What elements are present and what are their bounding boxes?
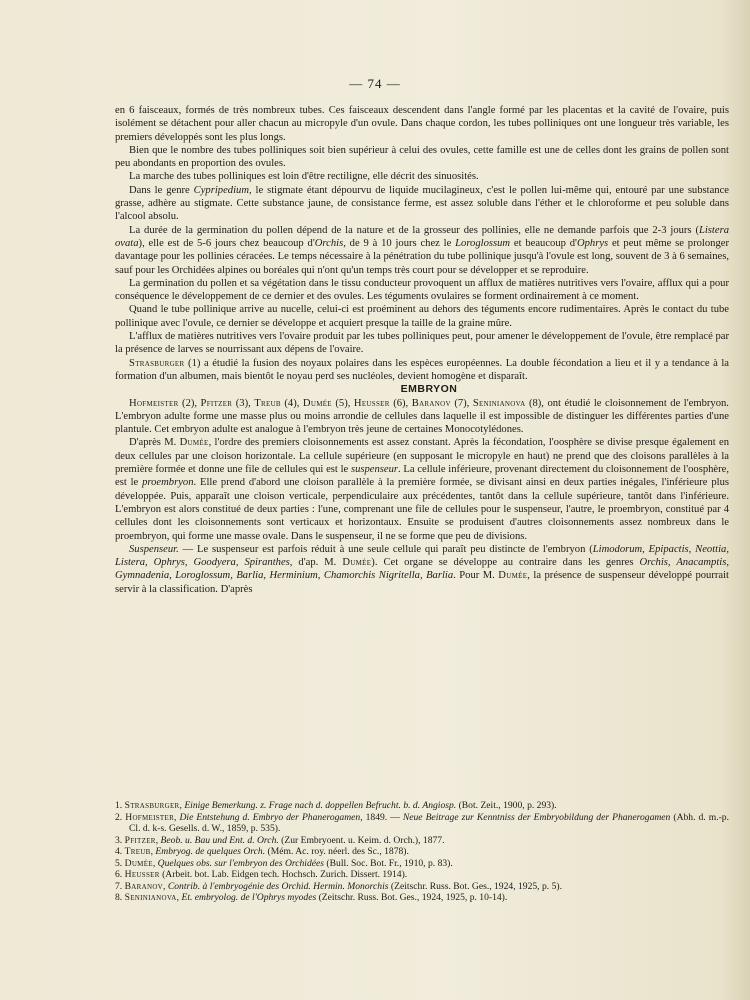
paragraph: Strasburger (1) a étudié la fusion des noyaux polaires dans les espèces européennes. La double fécondation a lieu et il y a tendance à la formation d'un albumen, mais bientôt le noyau perd ses nucléoles, devient homogène et disparaît. [115,357,729,382]
footnotes [115,800,729,904]
footnote: 2. Hofmeister, Die Entstehung d. Embryo der Phanerogamen, 1849. — Neue Beitrage zur Kenntniss der Embryobildung der Phanerogamen (Abh. d. m.-p. Cl. d. k-s. Gesells. d. W., 1859, p. 535). [115,811,729,834]
embryon-section [115,397,729,596]
footnote: 4. Treub, Embryog. de quelques Orch. (Mém. Ac. roy. néerl. des Sc., 1878). [115,846,409,857]
paragraph: La germination du pollen et sa végétation dans le tissu conducteur provoquent un afflux de matières nutritives vers l'ovaire, afflux qui a pour conséquence le développement de ce dernier et des ovules. Les téguments ovulaires se forment ordinairement à ce moment. [115,277,729,303]
footnote: 8. Seninianova, Et. embryolog. de l'Ophrys myodes (Zeitschr. Russ. Bot. Ges., 1924, 1925, p. 10-14). [115,892,508,903]
paragraph: La marche des tubes polliniques est loin d'être rectiligne, elle décrit des sinuosités. [129,171,479,183]
paragraph: L'afflux de matières nutritives vers l'ovaire produit par les tubes polliniques peut, pour amener le développement de l'ovule, être remplacé par la présence de larves se nourrissant aux dépens de l'ovaire. [115,331,729,356]
paragraph: en 6 faisceaux, formés de très nombreux tubes. Ces faisceaux descendent dans l'angle formé par les placentas et la cavité de l'ovaire, puis isolément se détachent pour aller chacun au micropyle d'un ovule. Dans chaque cordon, les tubes polliniques ont une longueur très variable, les premiers développés sont les plus longs. [115,105,729,143]
germination-section [115,104,729,383]
footnote: 3. Pfitzer, Beob. u. Bau und Ent. d. Orch. (Zur Embryoent. u. Keim. d. Orch.), 1877. [115,834,445,846]
paragraph: Hofmeister (2), Pfitzer (3), Treub (4), Dumée (5), Heusser (6), Baranov (7), Seninianova (8), ont étudié le cloisonnement de l'embryon. L'embryon adulte forme une masse plus ou moins arrondie de cellules dans laquelle il est impossible de distinguer les différentes parties d'une plantule. Cet embryon adulte est analogue à l'embryon très jeune de certaines Monocotylédones. [115,397,729,436]
section-heading-embryon: EMBRYON [400,383,458,396]
paragraph: Quand le tube pollinique arrive au nucelle, celui-ci est proéminent au dehors des téguments encore rudimentaires. Après le contact du tube pollinique avec l'ovule, ce dernier se développe et acquiert presque la taille de la graine mûre. [115,304,729,329]
paragraph: Dans le genre Cypripedium, le stigmate étant dépourvu de liquide mucilagineux, c'est le pollen lui-même qui, entouré par une substance grasse, adhère au stigmate. Cette substance jaune, de consistance ferme, est assez soluble dans l'éther et le chloroforme et peu soluble dans l'alcool absolu. [115,184,729,223]
footnote: 5. Dumée, Quelques obs. sur l'embryon des Orchidées (Bull. Soc. Bot. Fr., 1910, p. 83). [115,857,453,869]
page-number: — 74 — [349,76,401,91]
paragraph: La durée de la germination du pollen dépend de la nature et de la grosseur des pollinies, elle ne demande parfois que 2-3 jours (Listera ovata), elle est de 5-6 jours chez beaucoup d'Orchis, de 9 à 10 jours chez le Loroglossum et beaucoup d'Ophrys et peut même se prolonger davantage pour les pollinies céracées. Le temps nécessaire à la pénétration du tube pollinique jusqu'à l'ovule est long, souvent de 3 à 6 semaines, sauf pour les Orchidées alpines ou boréales qui n'ont qu'un temps très court pour se développer et se reproduire. [115,224,729,276]
footnote: 1. Strasburger, Einige Bemerkung. z. Frage nach d. doppellen Befrucht. b. d. Angiosp. (Bot. Zeit., 1900, p. 293). [115,800,557,811]
paragraph: Bien que le nombre des tubes polliniques soit bien supérieur à celui des ovules, cette famille est une de celles dont les grains de pollen sont peu abondants en proportion des ovules. [115,144,729,170]
paragraph: D'après M. Dumée, l'ordre des premiers cloisonnements est assez constant. Après la fécondation, l'oosphère se divise presque également en deux cellules par une cloison horizontale. La cellule supérieure (en supposant le micropyle en haut) ne prend que des cloisons parallèles à la première formée et donne une file de cellules qui est le suspenseur. La cellule inférieure, provenant directement du cloisonnement de l'oosphère, est le proembryon. Elle prend d'abord une cloison parallèle à la première formée, se divisant ainsi en deux parties inégales, l'inférieure plus développée. Puis, apparaît une cloison verticale, perpendiculaire aux précédentes, tantôt dans la cellule supérieure, tantôt dans l'inférieure. L'embryon est alors constitué de deux parties : l'une, comprenant une file de cellules pour le suspenseur, l'autre, le proembryon, constitué par 4 cellules dont les cloisonnements sont verticaux et horizontaux. Ensuite se produisent d'autres cloisonnements assez nombreux dans le proembryon, qui forme une masse ovale. Dans le suspenseur, il ne se forme que peu de divisions. [115,437,729,542]
footnote: 7. Baranov, Contrib. à l'embryogénie des Orchid. Hermin. Monorchis (Zeitschr. Russ. Bot. Ges., 1924, 1925, p. 5). [115,880,562,892]
paragraph: Suspenseur. — Le suspenseur est parfois réduit à une seule cellule qui paraît peu distincte de l'embryon (Limodorum, Epipactis, Neottia, Listera, Ophrys, Goodyera, Spiranthes, d'ap. M. Dumée). Cet organe se développe au contraire dans les genres Orchis, Anacamptis, Gymnadenia, Loroglossum, Barlia, Herminium, Chamorchis Nigritella, Barlia. Pour M. Dumée, la présence de suspenseur développé pourrait servir à la classification. D'après [115,543,730,595]
main-text [115,104,729,596]
footnote: 6. Heusser (Arbeit. bot. Lab. Eidgen tech. Hochsch. Zurich. Dissert. 1914). [115,869,408,880]
